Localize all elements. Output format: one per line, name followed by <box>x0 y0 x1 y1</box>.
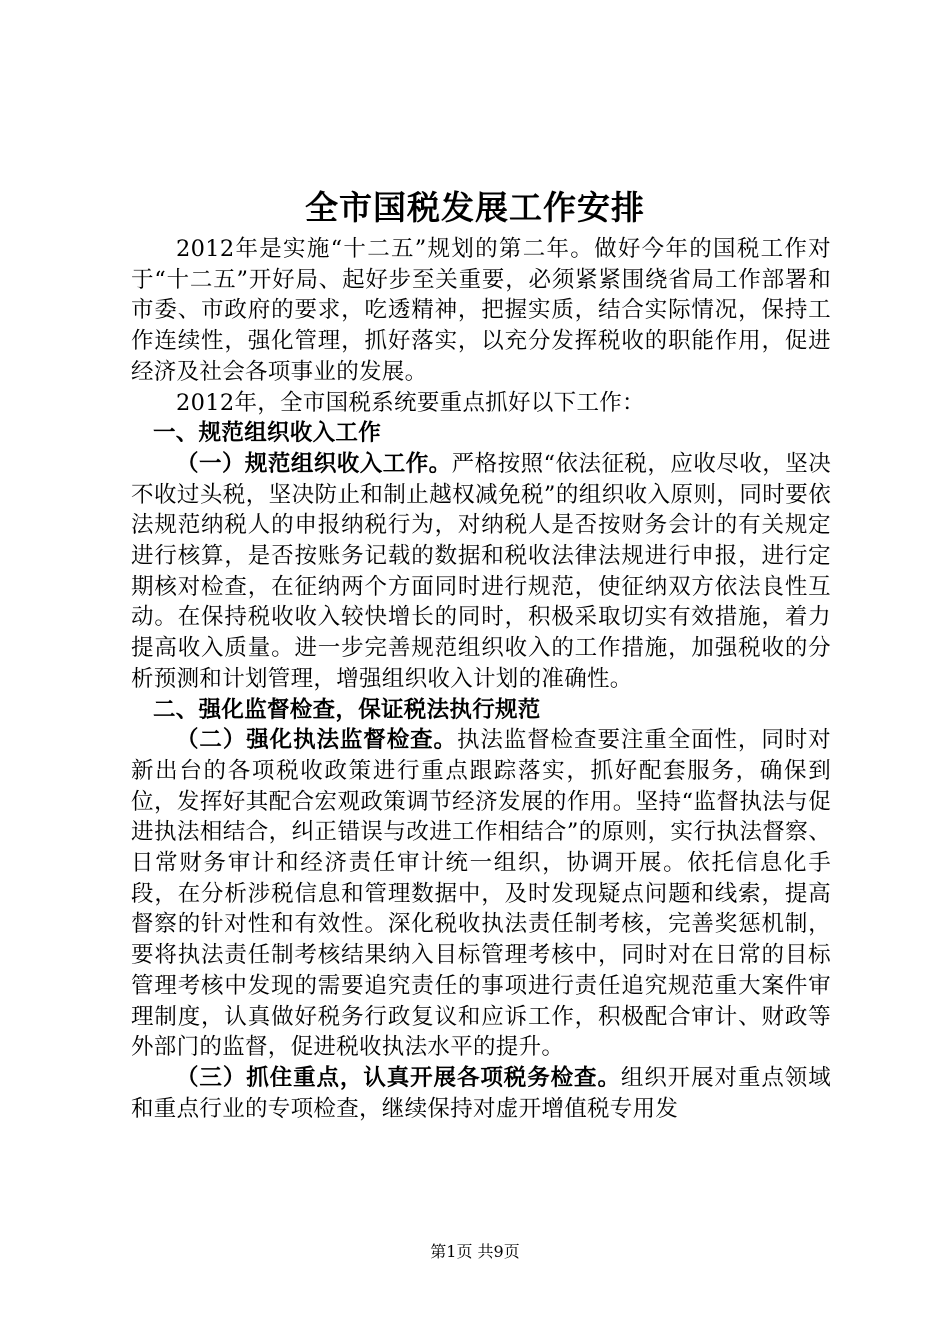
paragraph-lead: （三）抓住重点，认真开展各项税务检查。 <box>176 1064 621 1091</box>
paragraph-text: 严格按照“依法征税，应收尽收，坚决不收过头税，坚决防止和制止越权减免税”的组织收入原则，同时要依法规范纳税人的申报纳税行为，对纳税人是否按财务会计的有关规定进行核算，是否按账务记载的数据和税收法律法规进行申报，进行定期核对检查，在征纳两个方面同时进行规范，使征纳双方依法良性互动。在保持税收收入较快增长的同时，积极采取切实有效措施，着力提高收入质量。进一步完善规范组织收入的工作措施，加强税收的分析预测和计划管理，增强组织收入计划的准确性。 <box>131 450 831 692</box>
paragraph-lead: （二）强化执法监督检查。 <box>176 727 457 754</box>
paragraph-lead: （一）规范组织收入工作。 <box>176 450 452 477</box>
page-footer: 第1页 共9页 <box>430 1242 520 1261</box>
paragraph-key-tasks <box>131 388 831 419</box>
paragraph-text: 2012年是实施“十二五”规划的第二年。做好今年的国税工作对于“十二五”开好局、起好步至关重要，必须紧紧围绕省局工作部署和市委、市政府的要求，吃透精神，把握实质，结合实际情况，保持工作连续性，强化管理，抓好落实，以充分发挥税收的职能作用，促进经济及社会各项事业的发展。 <box>131 236 831 385</box>
paragraph-text: 2012年，全市国税系统要重点抓好以下工作： <box>176 389 645 416</box>
section-heading-1: 一、规范组织收入工作 <box>153 420 382 447</box>
paragraph-text: 执法监督检查要注重全面性，同时对新出台的各项税收政策进行重点跟踪落实，抓好配套服务，确保到位，发挥好其配合宏观政策调节经济发展的作用。坚持“监督执法与促进执法相结合，纠正错误与改进工作相结合”的原则，实行执法督察、日常财务审计和经济责任审计统一组织，协调开展。依托信息化手段，在分析涉税信息和管理数据中，及时发现疑点问题和线索，提高督察的针对性和有效性。深化税收执法责任制考核，完善奖惩机制，要将执法责任制考核结果纳入目标管理考核中，同时对在日常的目标管理考核中发现的需要追究责任的事项进行责任追究规范重大案件审理制度，认真做好税务行政复议和应诉工作，积极配合审计、财政等外部门的监督，促进税收执法水平的提升。 <box>131 727 831 1061</box>
paragraph-intro <box>131 234 831 388</box>
document-title: 全市国税发展工作安排 <box>305 188 645 227</box>
section-heading-2: 二、强化监督检查，保证税法执行规范 <box>153 696 541 723</box>
paragraph-text: 组织开展对重点领域和重点行业的专项检查，继续保持对虚开增值税专用发 <box>131 1064 832 1122</box>
paragraph-section-2 <box>131 725 831 1063</box>
paragraph-section-1 <box>131 449 831 695</box>
document-body <box>131 234 831 1124</box>
paragraph-section-3 <box>131 1063 831 1124</box>
